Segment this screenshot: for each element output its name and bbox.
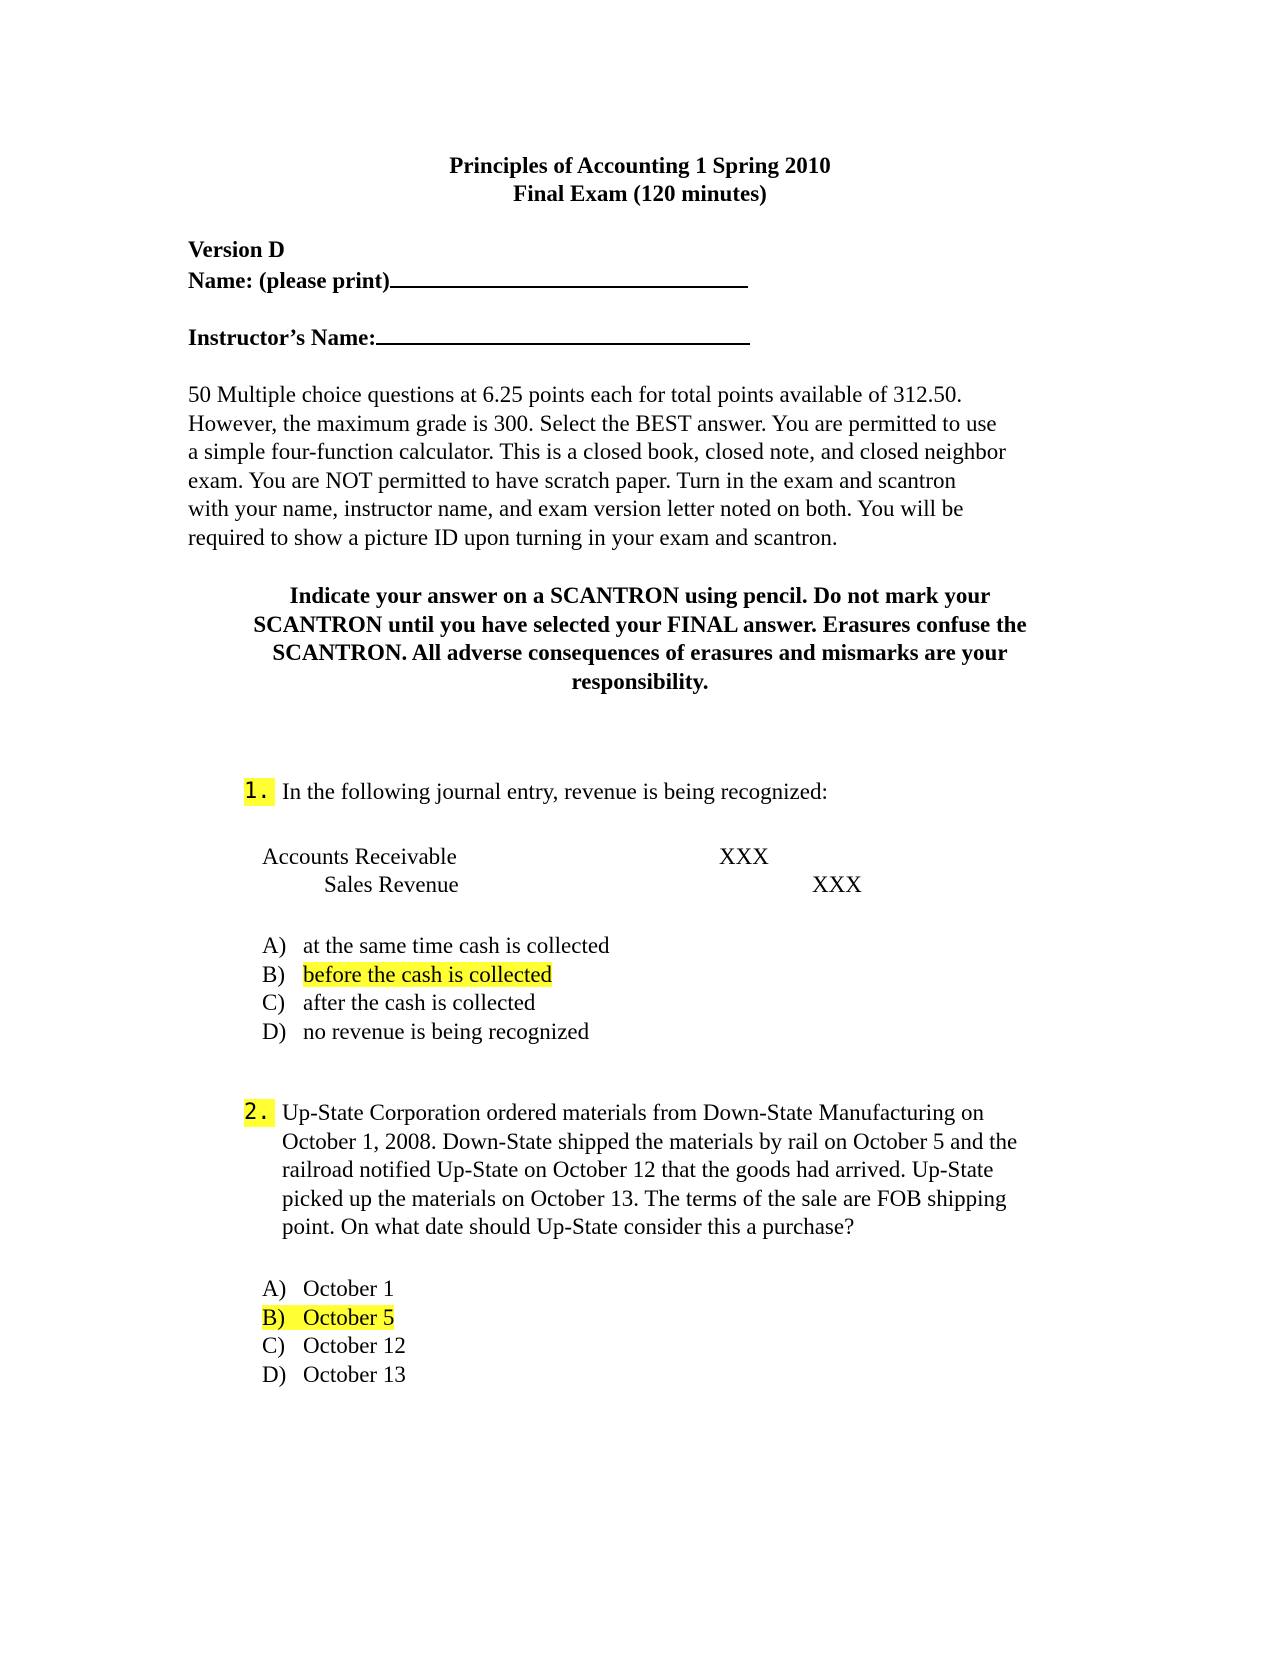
- title-line-2: Final Exam (120 minutes): [513, 181, 767, 206]
- notice-line: SCANTRON until you have selected your FINAL answer. Erasures confuse the: [253, 611, 1027, 637]
- instructor-label: Instructor’s Name:: [188, 325, 376, 350]
- choice-letter: D): [262, 1361, 287, 1387]
- question-1-text: [282, 778, 1102, 807]
- choice-letter: B): [262, 1304, 285, 1330]
- instructions-line: required to show a picture ID upon turning in your exam and scantron.: [188, 524, 838, 550]
- choice-highlighted-row: [262, 1305, 394, 1330]
- choice-letter: C): [262, 1333, 285, 1359]
- question-line: In the following journal entry, revenue is being recognized:: [282, 779, 828, 804]
- choice-text-highlighted: before the cash is collected: [303, 961, 553, 987]
- question-2-number: 2.: [244, 1099, 275, 1127]
- answer-choice-b[interactable]: [262, 961, 610, 990]
- choice-text: after the cash is collected: [303, 990, 536, 1016]
- notice-line: Indicate your answer on a SCANTRON using pencil. Do not mark your: [289, 583, 991, 608]
- question-line: Up-State Corporation ordered materials from Down-State Manufacturing on: [282, 1100, 984, 1125]
- instructor-field: [188, 321, 750, 352]
- question-line: point. On what date should Up-State consider this a purchase?: [282, 1214, 855, 1240]
- instructions-line: a simple four-function calculator. This is a closed book, closed note, and closed neighbor: [188, 439, 1006, 465]
- answer-choice-a[interactable]: [262, 932, 610, 961]
- choice-text: October 1: [303, 1276, 395, 1301]
- answer-choice-d[interactable]: [262, 1361, 406, 1390]
- instructions-paragraph: [188, 381, 1108, 553]
- answer-choice-b[interactable]: [262, 1304, 406, 1333]
- choice-text: October 12: [303, 1333, 406, 1359]
- name-label: Name: (please print): [188, 268, 390, 293]
- version-label: Version D: [188, 237, 285, 262]
- answer-choice-c[interactable]: [262, 989, 610, 1018]
- credit-account: Sales Revenue: [324, 872, 459, 897]
- scantron-notice: [200, 582, 1080, 696]
- answer-choice-d[interactable]: [262, 1018, 610, 1047]
- choice-text: no revenue is being recognized: [303, 1018, 590, 1044]
- question-2-choices: [262, 1275, 406, 1389]
- debit-account: Accounts Receivable: [262, 844, 457, 869]
- instructions-line: with your name, instructor name, and exam version letter noted on both. You will be: [188, 496, 964, 522]
- choice-letter: B): [262, 961, 285, 987]
- choice-letter: A): [262, 933, 287, 958]
- notice-line: responsibility.: [571, 668, 709, 694]
- choice-text: at the same time cash is collected: [303, 933, 610, 958]
- credit-amount: XXX: [812, 872, 862, 897]
- choice-letter: C): [262, 990, 285, 1016]
- answer-choice-c[interactable]: [262, 1332, 406, 1361]
- question-line: railroad notified Up-State on October 12 that the goods had arrived. Up-State: [282, 1157, 994, 1183]
- instructor-blank-line: [376, 321, 750, 345]
- choice-text: October 5: [303, 1304, 395, 1330]
- question-1-number: 1.: [244, 778, 275, 806]
- title-line-1: Principles of Accounting 1 Spring 2010: [449, 153, 831, 178]
- notice-line: SCANTRON. All adverse consequences of erasures and mismarks are your: [272, 640, 1008, 666]
- question-2-text: [282, 1099, 1102, 1242]
- instructions-line: exam. You are NOT permitted to have scratch paper. Turn in the exam and scantron: [188, 467, 956, 493]
- journal-entry: [262, 843, 962, 903]
- question-line: October 1, 2008. Down-State shipped the materials by rail on October 5 and the: [282, 1128, 1018, 1154]
- name-blank-line: [390, 264, 748, 288]
- question-1-choices: [262, 932, 610, 1046]
- choice-letter: A): [262, 1276, 287, 1301]
- choice-letter: D): [262, 1018, 287, 1044]
- question-line: picked up the materials on October 13. The terms of the sale are FOB shipping: [282, 1185, 1007, 1211]
- instructions-line: 50 Multiple choice questions at 6.25 points each for total points available of 312.50.: [188, 382, 963, 407]
- instructions-line: However, the maximum grade is 300. Select the BEST answer. You are permitted to use: [188, 410, 997, 436]
- name-field: [188, 264, 748, 295]
- choice-text: October 13: [303, 1361, 406, 1387]
- debit-amount: XXX: [719, 844, 769, 869]
- answer-choice-a[interactable]: [262, 1275, 406, 1304]
- exam-title: [0, 152, 1280, 208]
